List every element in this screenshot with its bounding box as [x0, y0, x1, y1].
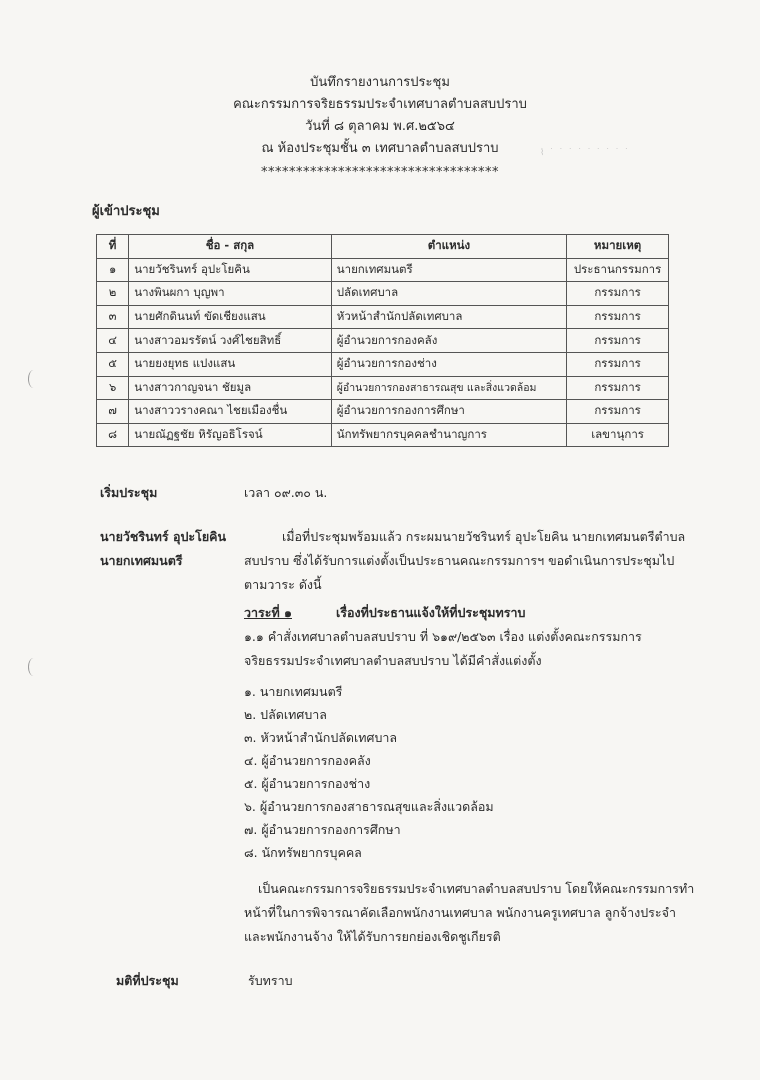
intro-line-3: ตามวาระ ดังนี้ — [244, 577, 322, 592]
faint-scan-artifact: ⌇ ˙ ˙ ˙ ˙ ˙ ˙ ˙ ˙ ˙ — [540, 148, 630, 158]
cell-position: ผู้อำนวยการกองการศึกษา — [331, 400, 566, 424]
header-committee: คณะกรรมการจริยธรรมประจำเทศบาลตำบลสบปราบ — [233, 97, 527, 112]
table-row — [97, 329, 669, 353]
list-item: ๔. ผู้อำนวยการกองคลัง — [244, 753, 371, 768]
start-time: เวลา ๐๙.๓๐ น. — [244, 485, 328, 500]
agenda-1-label: วาระที่ ๑ — [244, 605, 292, 620]
resolution-value: รับทราบ — [248, 973, 293, 988]
cell-position: ผู้อำนวยการกองสาธารณสุข และสิ่งแวดล้อม — [331, 376, 566, 400]
col-header-note: หมายเหตุ — [567, 235, 669, 259]
cell-position: นักทรัพยากรบุคคลชำนาญการ — [331, 423, 566, 447]
col-header-position: ตำแหน่ง — [331, 235, 566, 259]
intro-line-2: สบปราบ ซึ่งได้รับการแต่งตั้งเป็นประธานคณะกรรมการฯ ขอดำเนินการประชุมไป — [244, 553, 675, 568]
cell-position: หัวหน้าสำนักปลัดเทศบาล — [331, 305, 566, 329]
closing-line-3: และพนักงานจ้าง ให้ได้รับการยกย่องเชิดชูเกียรติ — [244, 929, 501, 944]
cell-name: นายยงยุทธ แปงแสน — [129, 352, 332, 376]
table-row — [97, 423, 669, 447]
document-header — [0, 72, 760, 184]
list-item: ๒. ปลัดเทศบาล — [244, 707, 327, 722]
cell-name: นางสาววรางคณา ไชยเมืองชื่น — [129, 400, 332, 424]
agenda-item-line-2: จริยธรรมประจำเทศบาลตำบลสบปราบ ได้มีคำสั่งแต่งตั้ง — [244, 653, 542, 668]
cell-name: นายศักดินนท์ ขัดเชียงแสน — [129, 305, 332, 329]
closing-line-1: เป็นคณะกรรมการจริยธรรมประจำเทศบาลตำบลสบปราบ โดยให้คณะกรรมการทำ — [258, 881, 695, 896]
header-location: ณ ห้องประชุมชั้น ๓ เทศบาลตำบลสบปราบ — [261, 141, 499, 156]
cell-note: กรรมการ — [567, 282, 669, 306]
cell-no: ๑ — [97, 258, 129, 282]
agenda-item-line-1: ๑.๑ คำสั่งเทศบาลตำบลสบปราบ ที่ ๖๑๙/๒๕๖๓ เรื่อง แต่งตั้งคณะกรรมการ — [244, 629, 642, 644]
speaker-title: นายกเทศมนตรี — [100, 553, 183, 568]
cell-position: ผู้อำนวยการกองช่าง — [331, 352, 566, 376]
cell-name: นายวัชรินทร์ อุปะโยคิน — [129, 258, 332, 282]
cell-no: ๓ — [97, 305, 129, 329]
cell-position: ผู้อำนวยการกองคลัง — [331, 329, 566, 353]
cell-no: ๔ — [97, 329, 129, 353]
col-header-no: ที่ — [97, 235, 129, 259]
list-item: ๘. นักทรัพยากรบุคคล — [244, 845, 362, 860]
table-row — [97, 258, 669, 282]
cell-note: เลขานุการ — [567, 423, 669, 447]
scan-hole-mark — [28, 658, 39, 676]
agenda-1-title: เรื่องที่ประธานแจ้งให้ที่ประชุมทราบ — [336, 605, 526, 620]
attendees-title: ผู้เข้าประชุม — [92, 204, 160, 219]
table-row — [97, 376, 669, 400]
speaker-name: นายวัชรินทร์ อุปะโยคิน — [100, 529, 227, 544]
header-date: วันที่ ๘ ตุลาคม พ.ศ.๒๕๖๔ — [305, 119, 455, 134]
cell-no: ๒ — [97, 282, 129, 306]
header-title: บันทึกรายงานการประชุม — [310, 75, 450, 90]
list-item: ๓. หัวหน้าสำนักปลัดเทศบาล — [244, 730, 398, 745]
table-header-row — [97, 235, 669, 259]
start-label: เริ่มประชุม — [100, 485, 158, 500]
cell-note: กรรมการ — [567, 352, 669, 376]
resolution-label: มติที่ประชุม — [116, 973, 179, 988]
cell-position: นายกเทศมนตรี — [331, 258, 566, 282]
closing-line-2: หน้าที่ในการพิจารณาคัดเลือกพนักงานเทศบาล พนักงานครูเทศบาล ลูกจ้างประจำ — [244, 905, 676, 920]
col-header-name: ชื่อ - สกุล — [129, 235, 332, 259]
table-row — [97, 400, 669, 424]
list-item: ๕. ผู้อำนวยการกองช่าง — [244, 776, 371, 791]
table-row — [97, 282, 669, 306]
cell-no: ๘ — [97, 423, 129, 447]
cell-name: นายณัฏฐชัย หิรัญอธิโรจน์ — [129, 423, 332, 447]
table-row — [97, 305, 669, 329]
table-row — [97, 352, 669, 376]
cell-no: ๕ — [97, 352, 129, 376]
cell-name: นางสาวกาญจนา ชัยมูล — [129, 376, 332, 400]
cell-no: ๗ — [97, 400, 129, 424]
intro-line-1: เมื่อที่ประชุมพร้อมแล้ว กระผมนายวัชรินทร์ อุปะโยคิน นายกเทศมนตรีตำบล — [282, 529, 686, 544]
scan-hole-mark — [28, 370, 39, 388]
cell-name: นางพินผกา บุญพา — [129, 282, 332, 306]
cell-position: ปลัดเทศบาล — [331, 282, 566, 306]
cell-name: นางสาวอมรรัตน์ วงศ์ไชยสิทธิ์ — [129, 329, 332, 353]
cell-note: กรรมการ — [567, 305, 669, 329]
attendees-table — [96, 234, 669, 447]
list-item: ๑. นายกเทศมนตรี — [244, 684, 343, 699]
cell-note: กรรมการ — [567, 400, 669, 424]
list-item: ๗. ผู้อำนวยการกองการศึกษา — [244, 822, 401, 837]
committee-member-list — [244, 680, 494, 864]
cell-note: กรรมการ — [567, 376, 669, 400]
cell-no: ๖ — [97, 376, 129, 400]
cell-note: ประธานกรรมการ — [567, 258, 669, 282]
list-item: ๖. ผู้อำนวยการกองสาธารณสุขและสิ่งแวดล้อม — [244, 799, 494, 814]
header-star-divider: ********************************** — [261, 165, 499, 180]
cell-note: กรรมการ — [567, 329, 669, 353]
